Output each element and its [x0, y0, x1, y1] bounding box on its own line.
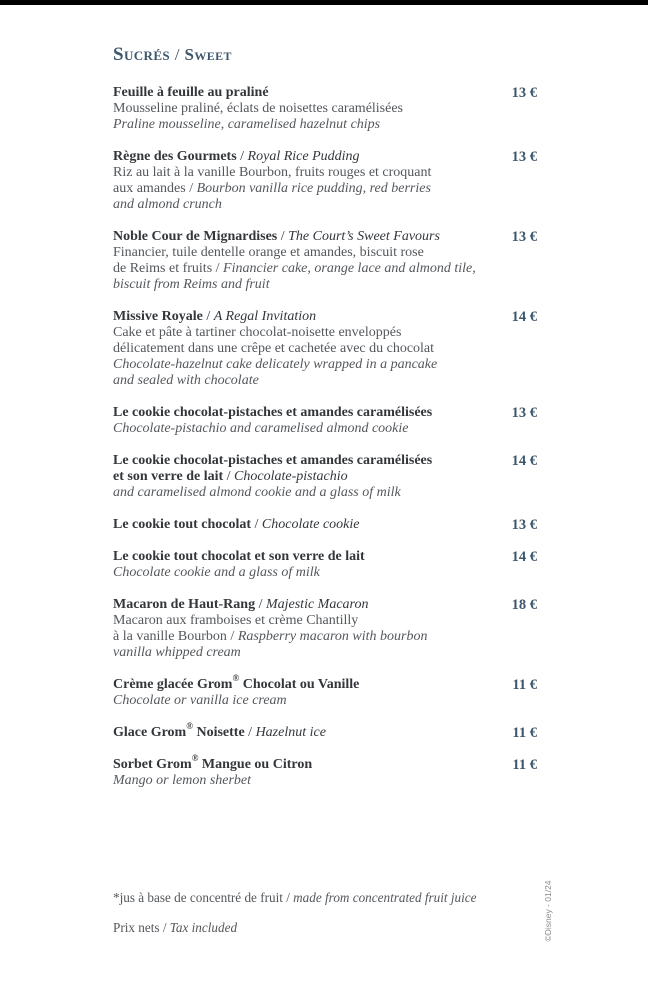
- text-segment: ®: [232, 673, 240, 684]
- item-line: [113, 325, 477, 341]
- menu-item: [113, 549, 537, 581]
- heading-separator: /: [170, 45, 185, 64]
- item-price: 13 €: [511, 405, 537, 421]
- text-segment: Chocolate or vanilla ice cream: [113, 693, 287, 708]
- text-segment: Financier, tuile dentelle orange et amandes, biscuit rose: [113, 245, 424, 260]
- text-segment: Mousseline praliné, éclats de noisettes caramélisées: [113, 101, 404, 116]
- text-segment: Prix nets /: [113, 920, 170, 935]
- menu-item: [113, 753, 537, 789]
- item-price: 14 €: [511, 549, 537, 565]
- item-price: 14 €: [511, 309, 537, 325]
- text-segment: Tax included: [169, 920, 238, 935]
- text-segment: Glace Grom: [113, 725, 187, 740]
- text-segment: Macaron aux framboises et crème Chantilly: [113, 613, 359, 628]
- text-segment: Le cookie tout chocolat: [113, 517, 252, 532]
- menu-item: [113, 453, 537, 501]
- text-segment: and almond crunch: [113, 197, 222, 212]
- text-segment: Chocolate cookie and a glass of milk: [113, 565, 320, 580]
- text-segment: de Reims et fruits /: [113, 261, 224, 276]
- text-segment: /: [223, 469, 235, 484]
- text-segment: Noisette: [192, 725, 245, 740]
- menu-item: [113, 405, 537, 437]
- text-segment: Missive Royale: [113, 309, 203, 324]
- text-segment: /: [236, 149, 248, 164]
- heading-english: Sweet: [184, 45, 232, 64]
- footnote-line: [113, 891, 537, 905]
- text-segment: Cake et pâte à tartiner chocolat-noisette enveloppés: [113, 325, 402, 340]
- item-price: 18 €: [511, 597, 537, 613]
- text-segment: Chocolate-pistachio: [234, 469, 348, 484]
- text-segment: Sorbet Grom: [113, 757, 192, 772]
- menu-item: [113, 673, 537, 709]
- item-price: 13 €: [511, 149, 537, 165]
- item-price: 13 €: [511, 517, 537, 533]
- item-lines: [113, 149, 487, 213]
- item-lines: [113, 453, 487, 501]
- item-line: [113, 613, 477, 629]
- item-price: 11 €: [512, 757, 537, 773]
- text-segment: Noble Cour de Mignardises: [113, 229, 278, 244]
- item-line: [113, 357, 477, 373]
- text-segment: made from concentrated fruit juice: [293, 890, 477, 905]
- text-segment: Raspberry macaron with bourbon: [237, 629, 428, 644]
- text-segment: délicatement dans une crêpe et cachetée avec du chocolat: [113, 341, 435, 356]
- item-line: [113, 565, 477, 581]
- item-lines: [113, 721, 487, 741]
- text-segment: Chocolate-hazelnut cake delicately wrapped in a pancake: [113, 357, 438, 372]
- text-segment: Crème glacée Grom: [113, 677, 233, 692]
- text-segment: The Court’s Sweet Favours: [288, 229, 440, 244]
- text-segment: /: [251, 517, 262, 532]
- item-lines: [113, 309, 487, 389]
- item-line: [113, 405, 477, 421]
- item-line: [113, 101, 477, 117]
- text-segment: Hazelnut ice: [255, 725, 326, 740]
- text-segment: /: [244, 725, 256, 740]
- item-line: [113, 117, 477, 133]
- text-segment: *jus à base de concentré de fruit /: [113, 890, 294, 905]
- item-line: [113, 341, 477, 357]
- text-segment: Le cookie chocolat-pistaches et amandes caramélisées: [113, 405, 433, 420]
- item-line: [113, 549, 477, 565]
- item-line: [113, 693, 477, 709]
- item-line: [113, 373, 477, 389]
- text-segment: Le cookie tout chocolat et son verre de lait: [113, 549, 365, 564]
- item-line: [113, 753, 477, 773]
- item-lines: [113, 405, 487, 437]
- copyright-vertical: ©Disney - 01/24: [543, 880, 553, 942]
- text-segment: et son verre de lait: [113, 469, 224, 484]
- item-lines: [113, 85, 487, 133]
- item-line: [113, 181, 477, 197]
- item-line: [113, 721, 477, 741]
- menu-item: [113, 597, 537, 661]
- text-segment: Chocolate cookie: [261, 517, 360, 532]
- item-price: 14 €: [511, 453, 537, 469]
- text-segment: /: [255, 597, 266, 612]
- menu-item: [113, 517, 537, 533]
- text-segment: Règne des Gourmets: [113, 149, 237, 164]
- menu-content: [113, 40, 537, 805]
- item-line: [113, 165, 477, 181]
- item-line: [113, 229, 477, 245]
- top-border: [0, 0, 648, 5]
- item-price: 11 €: [512, 725, 537, 741]
- text-segment: Le cookie chocolat-pistaches et amandes caramélisées: [113, 453, 433, 468]
- menu-item: [113, 309, 537, 389]
- item-lines: [113, 549, 487, 581]
- item-line: [113, 197, 477, 213]
- text-segment: à la vanille Bourbon /: [113, 629, 238, 644]
- item-line: [113, 149, 477, 165]
- text-segment: Chocolate-pistachio and caramelised almond cookie: [113, 421, 409, 436]
- text-segment: vanilla whipped cream: [113, 645, 241, 660]
- text-segment: Mangue ou Citron: [198, 757, 313, 772]
- item-lines: [113, 673, 487, 709]
- text-segment: Riz au lait à la vanille Bourbon, fruits rouges et croquant: [113, 165, 432, 180]
- footnotes: [113, 891, 537, 951]
- item-line: [113, 485, 477, 501]
- item-line: [113, 469, 477, 485]
- menu-item: [113, 149, 537, 213]
- text-segment: Mango or lemon sherbet: [113, 773, 252, 788]
- text-segment: Chocolat ou Vanille: [239, 677, 360, 692]
- item-line: [113, 453, 477, 469]
- item-line: [113, 421, 477, 437]
- text-segment: /: [277, 229, 289, 244]
- item-line: [113, 517, 477, 533]
- item-lines: [113, 229, 487, 293]
- item-lines: [113, 753, 487, 789]
- text-segment: and sealed with chocolate: [113, 373, 259, 388]
- section-heading: [113, 40, 537, 64]
- item-line: [113, 773, 477, 789]
- text-segment: /: [202, 309, 214, 324]
- text-segment: Majestic Macaron: [265, 597, 369, 612]
- item-line: [113, 277, 477, 293]
- text-segment: biscuit from Reims and fruit: [113, 277, 270, 292]
- text-segment: Bourbon vanilla rice pudding, red berries: [196, 181, 431, 196]
- item-price: 13 €: [511, 85, 537, 101]
- menu-items: [113, 85, 537, 789]
- text-segment: A Regal Invitation: [213, 309, 317, 324]
- footnote-line: [113, 921, 537, 935]
- item-line: [113, 85, 477, 101]
- item-lines: [113, 517, 487, 533]
- text-segment: ®: [191, 753, 199, 764]
- menu-item: [113, 721, 537, 741]
- item-price: 11 €: [512, 677, 537, 693]
- item-lines: [113, 597, 487, 661]
- heading-french: Sucrés: [113, 44, 171, 65]
- item-line: [113, 673, 477, 693]
- item-line: [113, 245, 477, 261]
- text-segment: Praline mousseline, caramelised hazelnut chips: [113, 117, 381, 132]
- text-segment: Financier cake, orange lace and almond tile,: [223, 261, 476, 276]
- text-segment: Macaron de Haut-Rang: [113, 597, 256, 612]
- item-price: 13 €: [511, 229, 537, 245]
- text-segment: Feuille à feuille au praliné: [113, 85, 269, 100]
- menu-item: [113, 229, 537, 293]
- text-segment: Royal Rice Pudding: [247, 149, 360, 164]
- item-line: [113, 309, 477, 325]
- text-segment: aux amandes /: [113, 181, 197, 196]
- item-line: [113, 597, 477, 613]
- text-segment: and caramelised almond cookie and a glass of milk: [113, 485, 401, 500]
- text-segment: ®: [186, 721, 193, 732]
- item-line: [113, 261, 477, 277]
- item-line: [113, 645, 477, 661]
- item-line: [113, 629, 477, 645]
- menu-item: [113, 85, 537, 133]
